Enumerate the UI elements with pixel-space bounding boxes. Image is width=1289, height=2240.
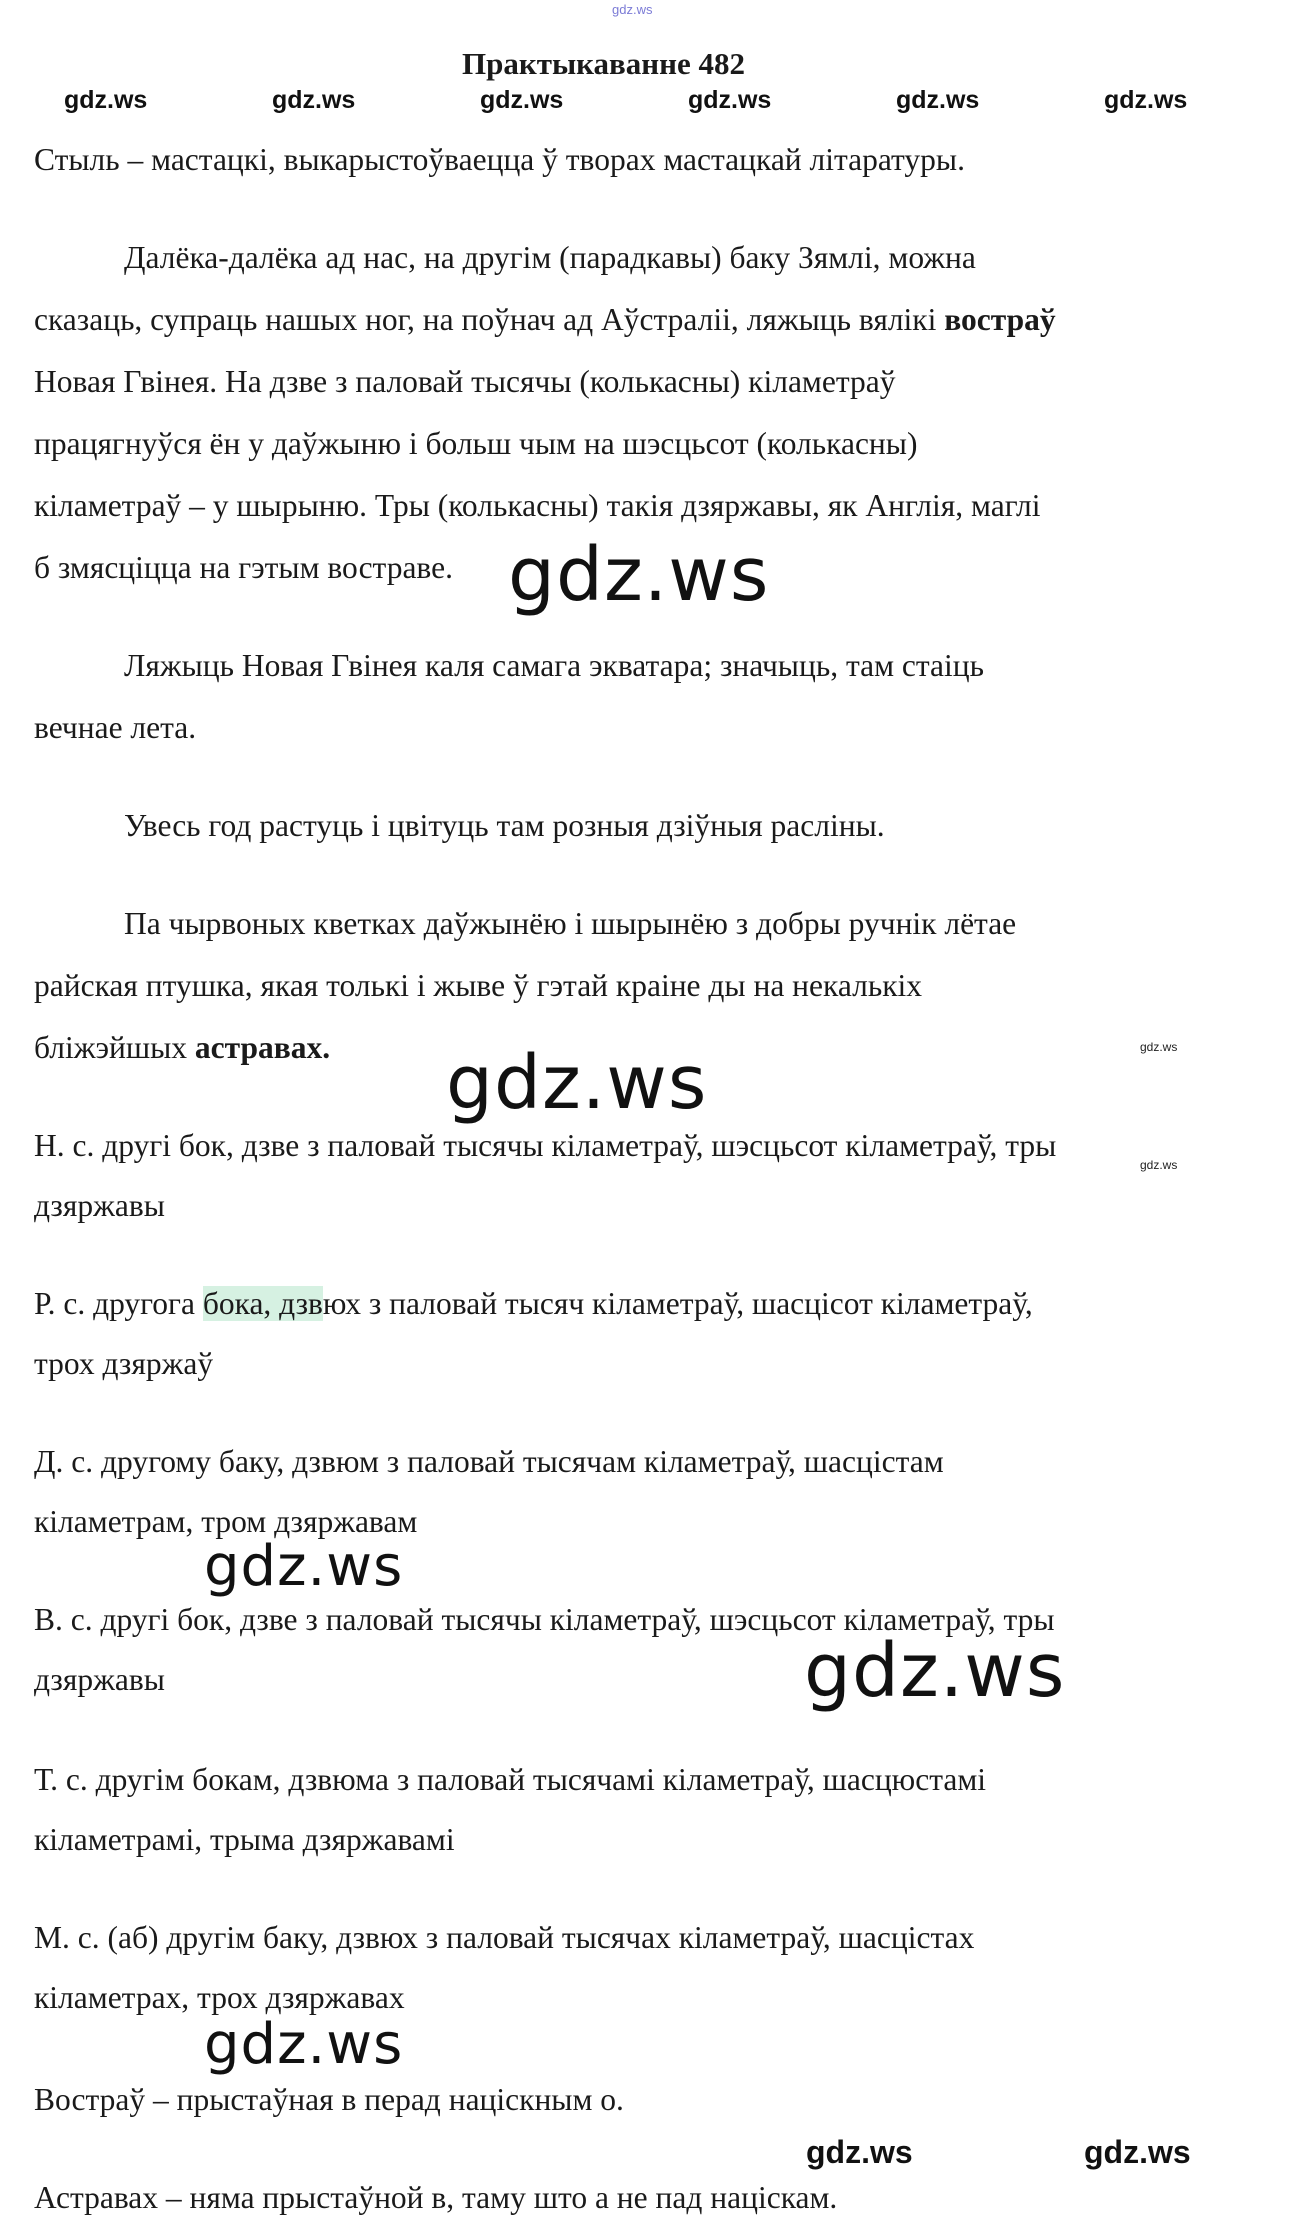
watermark-large: gdz.ws: [804, 1628, 1066, 1714]
highlighted-text: бока, дзв: [202, 1286, 323, 1321]
watermark-large: gdz.ws: [204, 2012, 404, 2077]
paragraph-line: кіламетраў – у шырыню. Тры (колькасны) такія дзяржавы, як Англія, маглі: [34, 488, 1041, 523]
watermark-large: gdz.ws: [204, 1534, 404, 1599]
paragraph-line: працягнуўся ён у даўжыню і больш чым на шэсцьсот (колькасны): [34, 426, 918, 461]
text-run: бліжэйшых: [34, 1030, 195, 1065]
watermark-text: gdz.ws: [896, 86, 980, 114]
watermark-text: gdz.ws: [1084, 2134, 1191, 2170]
paragraph-line: [34, 1018, 330, 1078]
watermark-text: gdz.ws: [806, 2134, 913, 2170]
text-run: юх з паловай тысяч кіламетраў, шасцісот кіламетраў,: [322, 1286, 1033, 1321]
paragraph-line: [34, 290, 1056, 350]
note-line: Астравах – няма прыстаўной в, таму што а не пад націскам.: [34, 2180, 838, 2215]
watermark-text: gdz.ws: [1104, 86, 1188, 114]
paragraph-line: вечнае лета.: [34, 710, 197, 745]
watermark-text: gdz.ws: [480, 86, 564, 114]
paragraph-3: Увесь год растуць і цвітуць там розныя дзіўныя расліны.: [124, 808, 885, 843]
case-line: В. с. другі бок, дзве з паловай тысячы кіламетраў, шэсцьсот кіламетраў, тры: [34, 1602, 1055, 1637]
text-run: Р. с. другога: [34, 1286, 203, 1321]
paragraph-line: райская птушка, якая толькі і жыве ў гэтай краіне ды на некалькіх: [34, 968, 922, 1003]
case-line: кіламетрам, тром дзяржавам: [34, 1504, 418, 1539]
watermark-tiny: gdz.ws: [1140, 1158, 1178, 1172]
text-run: сказаць, супраць нашых ног, на поўнач ад Аўстраліі, ляжыць вялікі: [34, 302, 945, 337]
bold-word: востраў: [944, 302, 1056, 337]
case-line: дзяржавы: [34, 1188, 165, 1223]
watermark-large: gdz.ws: [508, 532, 770, 618]
top-watermark: gdz.ws: [612, 2, 653, 17]
paragraph-line: Далёка-далёка ад нас, на другім (парадкавы) баку Зямлі, можна: [124, 240, 976, 275]
case-line: Д. с. другому баку, дзвюм з паловай тысячам кіламетраў, шасцістам: [34, 1444, 944, 1479]
watermark-text: gdz.ws: [64, 86, 148, 114]
style-line: Стыль – мастацкі, выкарыстоўваецца ў творах мастацкай літаратуры.: [34, 142, 965, 177]
paragraph-line: б змясціцца на гэтым востраве.: [34, 550, 453, 585]
case-line: [34, 1274, 1033, 1334]
case-line: М. с. (аб) другім баку, дзвюх з паловай тысячах кіламетраў, шасцістах: [34, 1920, 975, 1955]
watermark-large: gdz.ws: [446, 1040, 708, 1126]
page-title: Практыкаванне 482: [462, 46, 746, 81]
watermark-tiny: gdz.ws: [1140, 1040, 1178, 1054]
case-line: кіламетрамі, трыма дзяржавамі: [34, 1822, 455, 1857]
paragraph-line: Па чырвоных кветках даўжынёю і шырынёю з добры ручнік лётае: [124, 906, 1017, 941]
case-line: кіламетрах, трох дзяржавах: [34, 1980, 405, 2015]
bold-word: астравах.: [194, 1030, 331, 1065]
case-line: трох дзяржаў: [34, 1346, 214, 1381]
note-line: Востраў – прыстаўная в перад націскным о.: [34, 2082, 624, 2117]
watermark-text: gdz.ws: [688, 86, 772, 114]
paragraph-line: Ляжыць Новая Гвінея каля самага экватара; значыць, там стаіць: [124, 648, 984, 683]
paragraph-line: Новая Гвінея. На дзве з паловай тысячы (колькасны) кіламетраў: [34, 364, 896, 399]
watermark-text: gdz.ws: [272, 86, 356, 114]
case-line: дзяржавы: [34, 1662, 165, 1697]
case-line: Т. с. другім бокам, дзвюма з паловай тысячамі кіламетраў, шасцюстамі: [34, 1762, 987, 1797]
case-line: Н. с. другі бок, дзве з паловай тысячы кіламетраў, шэсцьсот кіламетраў, тры: [34, 1128, 1057, 1163]
